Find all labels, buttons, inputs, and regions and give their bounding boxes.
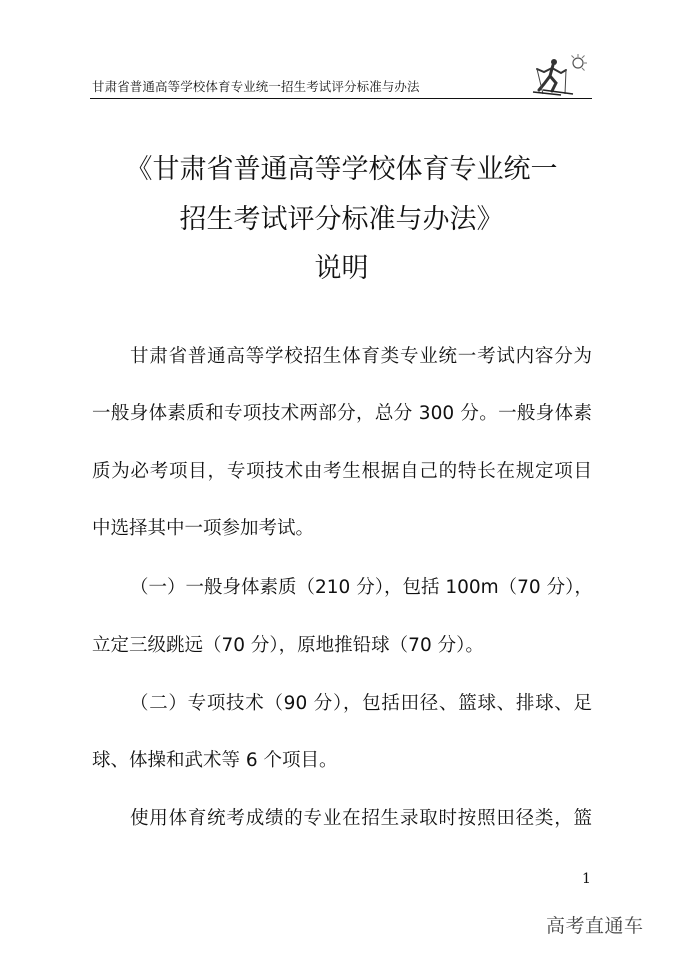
document-title-line-2: 招生考试评分标准与办法》 [179,204,504,235]
document-title-line-1: 《甘肃省普通高等学校体育专业统一 [125,154,558,185]
paragraph-1-line-4: 中选择其中一项参加考试。 [92,518,315,539]
page-number: 1 [582,871,591,887]
running-header: 甘肃省普通高等学校体育专业统一招生考试评分标准与办法 [92,79,420,94]
paragraph-2-line-2: 立定三级跳远（70 分），原地推铅球（70 分）。 [92,635,484,656]
header-rule [90,98,592,99]
watermark: 高考直通车 [546,915,644,937]
paragraph-1-line-1: 甘肃省普通高等学校招生体育类专业统一考试内容分为 [130,346,592,367]
paragraph-3-line-2: 球、体操和武术等 6 个项目。 [92,750,338,771]
document-subtitle: 说明 [314,253,369,284]
paragraph-1-line-3: 质为必考项目，专项技术由考生根据自己的特长在规定项目 [92,461,592,482]
paragraph-3-line-1: （二）专项技术（90 分），包括田径、篮球、排球、足 [130,693,592,714]
paragraph-2-line-1: （一）一般身体素质（210 分），包括 100m（70 分）， [130,577,593,598]
paragraph-1-line-2: 一般身体素质和专项技术两部分，总分 300 分。一般身体素 [92,403,592,424]
paragraph-4-line-1: 使用体育统考成绩的专业在招生录取时按照田径类，篮 [130,808,592,829]
skier-logo-icon [531,54,587,98]
